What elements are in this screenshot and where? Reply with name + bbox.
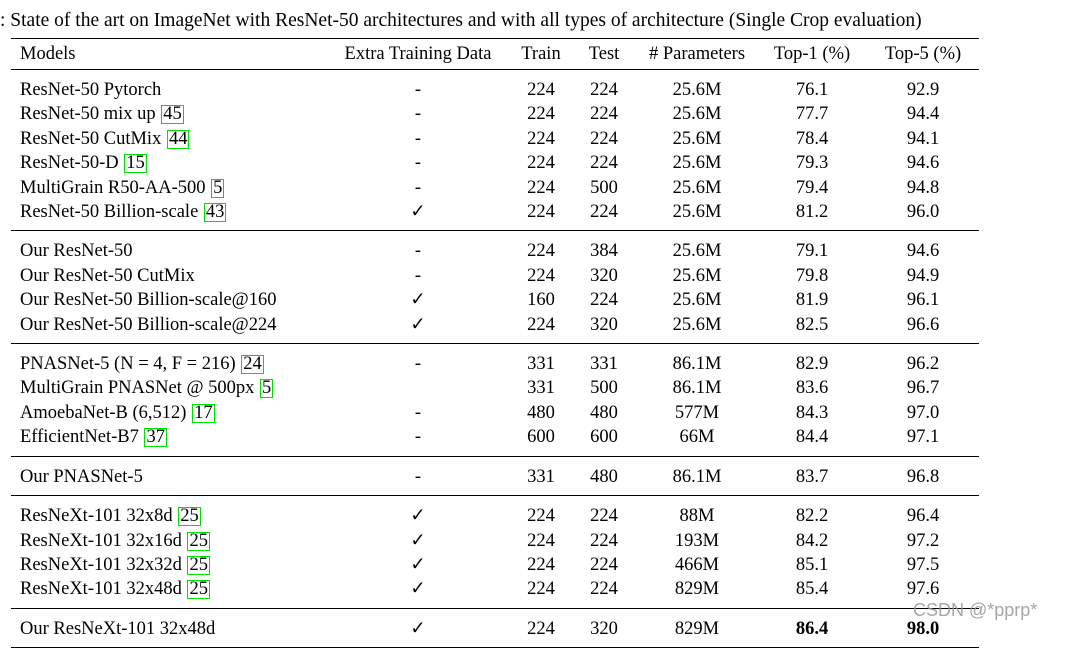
table-caption: : State of the art on ImageNet with ResNet-50 architectures and with all types of architecture (Single Crop evaluation) — [0, 10, 922, 31]
header-extra-data: Extra Training Data — [325, 39, 511, 70]
cell-top1: 79.8 — [795, 265, 829, 286]
cell-top5: 97.5 — [906, 554, 940, 575]
cell-parameters: 193M — [674, 530, 720, 551]
cell-top5: 96.1 — [906, 290, 940, 311]
cell-top1: 84.4 — [795, 427, 829, 448]
cell-top5: 94.6 — [906, 153, 940, 174]
model-name: AmoebaNet-B (6,512) — [20, 402, 192, 423]
table-row — [11, 456, 979, 495]
cell-extra-data — [325, 376, 511, 400]
cell-test: 480 — [571, 456, 637, 495]
cell-model — [11, 288, 325, 312]
cell-top5: 94.8 — [906, 177, 940, 198]
cell-parameters: 25.6M — [637, 231, 757, 264]
cell-top1: 86.4 — [757, 608, 867, 647]
cell-train: 600 — [527, 427, 555, 448]
table-row — [11, 127, 979, 151]
cell-top5: 96.4 — [867, 496, 979, 529]
model-name: MultiGrain PNASNet @ 500px — [20, 378, 260, 399]
table-row — [11, 425, 979, 456]
table-row — [11, 529, 979, 553]
table-row — [11, 288, 979, 312]
cell-extra-data: - — [414, 265, 422, 286]
citation-link[interactable]: 45 — [163, 104, 182, 125]
table-row — [11, 401, 979, 425]
cell-top1: 76.1 — [795, 80, 829, 100]
header-top1: Top-1 (%) — [757, 39, 867, 70]
cell-top5: 96.6 — [906, 314, 940, 335]
cell-test: 224 — [590, 290, 618, 311]
cell-parameters: 25.6M — [672, 153, 722, 174]
table-row — [11, 102, 979, 126]
cell-top1: 83.6 — [795, 378, 829, 399]
cell-test: 500 — [590, 177, 618, 198]
cell-extra-data: - — [414, 177, 422, 198]
cell-test: 320 — [590, 265, 618, 286]
table-row — [11, 200, 979, 231]
cell-test: 331 — [571, 344, 637, 377]
cell-top1: 84.2 — [795, 530, 829, 551]
cell-train: 224 — [511, 231, 571, 264]
cell-test: 384 — [571, 231, 637, 264]
cell-model — [11, 529, 325, 553]
cell-extra-data: - — [414, 427, 422, 448]
cell-top1: 81.2 — [795, 202, 829, 223]
cell-model — [11, 102, 325, 126]
cell-model — [11, 344, 325, 377]
table-row — [11, 577, 979, 608]
model-name: MultiGrain R50-AA-500 — [20, 177, 211, 198]
model-name: Our ResNeXt-101 32x48d — [20, 618, 216, 639]
cell-top1: 85.4 — [795, 579, 829, 600]
citation-link[interactable]: 43 — [205, 202, 225, 223]
model-name: ResNet-50 Billion-scale — [20, 202, 203, 223]
cell-extra-data: ✓ — [410, 290, 426, 311]
cell-parameters: 25.6M — [672, 80, 722, 100]
model-name: Our ResNet-50 CutMix — [20, 265, 195, 286]
cell-test: 500 — [590, 378, 618, 399]
cell-top5: 96.8 — [867, 456, 979, 495]
table-row — [11, 264, 979, 288]
cell-top5: 96.2 — [867, 344, 979, 377]
cell-test: 320 — [590, 314, 618, 335]
citation-link[interactable]: 25 — [189, 530, 208, 551]
cell-extra-data: ✓ — [410, 530, 426, 551]
cell-train: 224 — [527, 314, 555, 335]
cell-extra-data: - — [414, 402, 422, 423]
table-group — [11, 496, 979, 609]
cell-extra-data: ✓ — [410, 202, 426, 223]
model-name: Our ResNet-50 Billion-scale@160 — [20, 290, 277, 311]
citation-link[interactable]: 25 — [189, 554, 208, 575]
cell-top1: 78.4 — [795, 128, 829, 149]
model-name: ResNeXt-101 32x48d — [20, 579, 187, 600]
table-row — [11, 313, 979, 344]
cell-train: 331 — [527, 378, 555, 399]
citation-link[interactable]: 15 — [126, 153, 145, 174]
cell-parameters: 25.6M — [672, 265, 722, 286]
cell-model — [11, 200, 325, 231]
cell-test: 224 — [590, 80, 618, 100]
cell-test: 224 — [590, 104, 618, 125]
cell-model — [11, 553, 325, 577]
cell-test: 224 — [590, 153, 618, 174]
cell-model — [11, 176, 325, 200]
model-name: Our PNASNet-5 — [20, 466, 143, 487]
cell-top1: 79.1 — [757, 231, 867, 264]
cell-test: 224 — [571, 496, 637, 529]
cell-top5: 94.1 — [906, 128, 940, 149]
citation-link[interactable]: 44 — [168, 128, 188, 149]
model-name: PNASNet-5 (N = 4, F = 216) — [20, 354, 241, 375]
cell-parameters: 25.6M — [672, 290, 722, 311]
table-row — [11, 151, 979, 175]
cell-top5: 98.0 — [867, 608, 979, 647]
cell-train: 224 — [527, 530, 555, 551]
cell-model — [11, 70, 325, 103]
cell-train: 224 — [527, 265, 555, 286]
cell-train: 224 — [527, 202, 555, 223]
cell-train: 224 — [511, 496, 571, 529]
cell-top1: 79.4 — [795, 177, 829, 198]
citation-link[interactable]: 24 — [243, 354, 262, 375]
cell-top1: 83.7 — [757, 456, 867, 495]
model-name: ResNet-50 Pytorch — [20, 80, 162, 100]
cell-test: 224 — [590, 530, 618, 551]
cell-extra-data: ✓ — [325, 496, 511, 529]
cell-train: 331 — [511, 456, 571, 495]
cell-train: 224 — [527, 579, 555, 600]
cell-extra-data: ✓ — [410, 579, 426, 600]
cell-parameters: 88M — [637, 496, 757, 529]
cell-test: 224 — [590, 128, 618, 149]
cell-model — [11, 456, 325, 495]
cell-train: 224 — [527, 80, 555, 100]
cell-extra-data: - — [414, 153, 422, 174]
cell-model — [11, 127, 325, 151]
citation-link[interactable]: 5 — [213, 177, 223, 198]
cell-extra-data: - — [414, 80, 422, 100]
cell-extra-data: - — [325, 344, 511, 377]
cell-test: 600 — [590, 427, 618, 448]
header-parameters: # Parameters — [637, 39, 757, 70]
cell-top1: 82.9 — [757, 344, 867, 377]
cell-test: 224 — [590, 579, 618, 600]
table-row — [11, 496, 979, 529]
cell-extra-data: - — [325, 456, 511, 495]
cell-train: 224 — [527, 128, 555, 149]
cell-train: 224 — [511, 608, 571, 647]
cell-top5: 97.2 — [906, 530, 940, 551]
model-name: ResNet-50 mix up — [20, 104, 161, 125]
table-group — [11, 344, 979, 457]
cell-top5: 96.7 — [906, 378, 940, 399]
cell-top5: 97.6 — [906, 579, 940, 600]
table-group — [11, 608, 979, 647]
model-name: ResNet-50 CutMix — [20, 128, 166, 149]
cell-model — [11, 231, 325, 264]
cell-top5: 92.9 — [906, 80, 940, 100]
table-row — [11, 70, 979, 103]
citation-link[interactable]: 25 — [189, 579, 208, 600]
cell-model — [11, 376, 325, 400]
cell-model — [11, 151, 325, 175]
citation-link[interactable]: 17 — [194, 402, 213, 423]
cell-extra-data: ✓ — [410, 554, 426, 575]
header-models: Models — [11, 39, 325, 70]
cell-model — [11, 608, 325, 647]
cell-top1: 82.5 — [795, 314, 829, 335]
cell-extra-data: ✓ — [325, 608, 511, 647]
cell-parameters: 25.6M — [672, 177, 722, 198]
table-row — [11, 344, 979, 377]
cell-model — [11, 401, 325, 425]
cell-extra-data: - — [414, 104, 422, 125]
cell-test: 224 — [590, 202, 618, 223]
header-top5: Top-5 (%) — [867, 39, 979, 70]
model-name: ResNet-50-D — [20, 153, 124, 174]
cell-model — [11, 264, 325, 288]
cell-extra-data: - — [414, 128, 422, 149]
model-name: ResNeXt-101 32x16d — [20, 530, 187, 551]
table-row — [11, 608, 979, 647]
model-name: EfficientNet-B7 — [20, 427, 144, 448]
model-name: ResNeXt-101 32x8d — [20, 506, 178, 527]
cell-parameters: 829M — [674, 579, 720, 600]
cell-top5: 97.1 — [906, 427, 940, 448]
table-group — [11, 231, 979, 344]
table-row — [11, 553, 979, 577]
cell-top1: 85.1 — [795, 554, 829, 575]
cell-extra-data: ✓ — [410, 314, 426, 335]
header-train: Train — [511, 39, 571, 70]
citation-link[interactable]: 5 — [262, 378, 272, 399]
cell-parameters: 86.1M — [637, 344, 757, 377]
cell-top1: 82.2 — [757, 496, 867, 529]
cell-train: 160 — [527, 290, 555, 311]
table-group — [11, 70, 979, 231]
cell-top5: 97.0 — [906, 402, 940, 423]
citation-link[interactable]: 37 — [146, 427, 165, 448]
table-row — [11, 176, 979, 200]
cell-train: 224 — [527, 177, 555, 198]
cell-model — [11, 313, 325, 344]
cell-top1: 77.7 — [795, 104, 829, 125]
cell-parameters: 86.1M — [672, 378, 722, 399]
cell-top5: 96.0 — [906, 202, 940, 223]
cell-top1: 81.9 — [795, 290, 829, 311]
citation-link[interactable]: 25 — [180, 506, 199, 527]
results-table — [11, 38, 979, 648]
table-group — [11, 456, 979, 495]
cell-extra-data: - — [325, 231, 511, 264]
cell-train: 224 — [527, 554, 555, 575]
cell-parameters: 25.6M — [672, 314, 722, 335]
cell-parameters: 86.1M — [637, 456, 757, 495]
model-name: Our ResNet-50 — [20, 241, 133, 262]
cell-train: 331 — [511, 344, 571, 377]
cell-train: 224 — [527, 104, 555, 125]
header-test: Test — [571, 39, 637, 70]
cell-train: 224 — [527, 153, 555, 174]
cell-test: 480 — [590, 402, 618, 423]
model-name: Our ResNet-50 Billion-scale@224 — [20, 314, 277, 335]
table-row — [11, 231, 979, 264]
cell-model — [11, 496, 325, 529]
cell-parameters: 25.6M — [672, 104, 722, 125]
cell-test: 320 — [571, 608, 637, 647]
cell-parameters: 25.6M — [672, 128, 722, 149]
cell-model — [11, 425, 325, 456]
cell-top5: 94.6 — [867, 231, 979, 264]
cell-top1: 84.3 — [795, 402, 829, 423]
cell-top5: 94.9 — [906, 265, 940, 286]
cell-top5: 94.4 — [906, 104, 940, 125]
model-name: ResNeXt-101 32x32d — [20, 554, 187, 575]
cell-model — [11, 577, 325, 608]
cell-parameters: 829M — [637, 608, 757, 647]
cell-parameters: 466M — [674, 554, 720, 575]
cell-parameters: 577M — [674, 402, 720, 423]
table-row — [11, 376, 979, 400]
cell-parameters: 25.6M — [672, 202, 722, 223]
cell-parameters: 66M — [679, 427, 715, 448]
cell-top1: 79.3 — [795, 153, 829, 174]
cell-train: 480 — [527, 402, 555, 423]
watermark: CSDN @*pprp* — [913, 600, 1038, 620]
cell-test: 224 — [590, 554, 618, 575]
